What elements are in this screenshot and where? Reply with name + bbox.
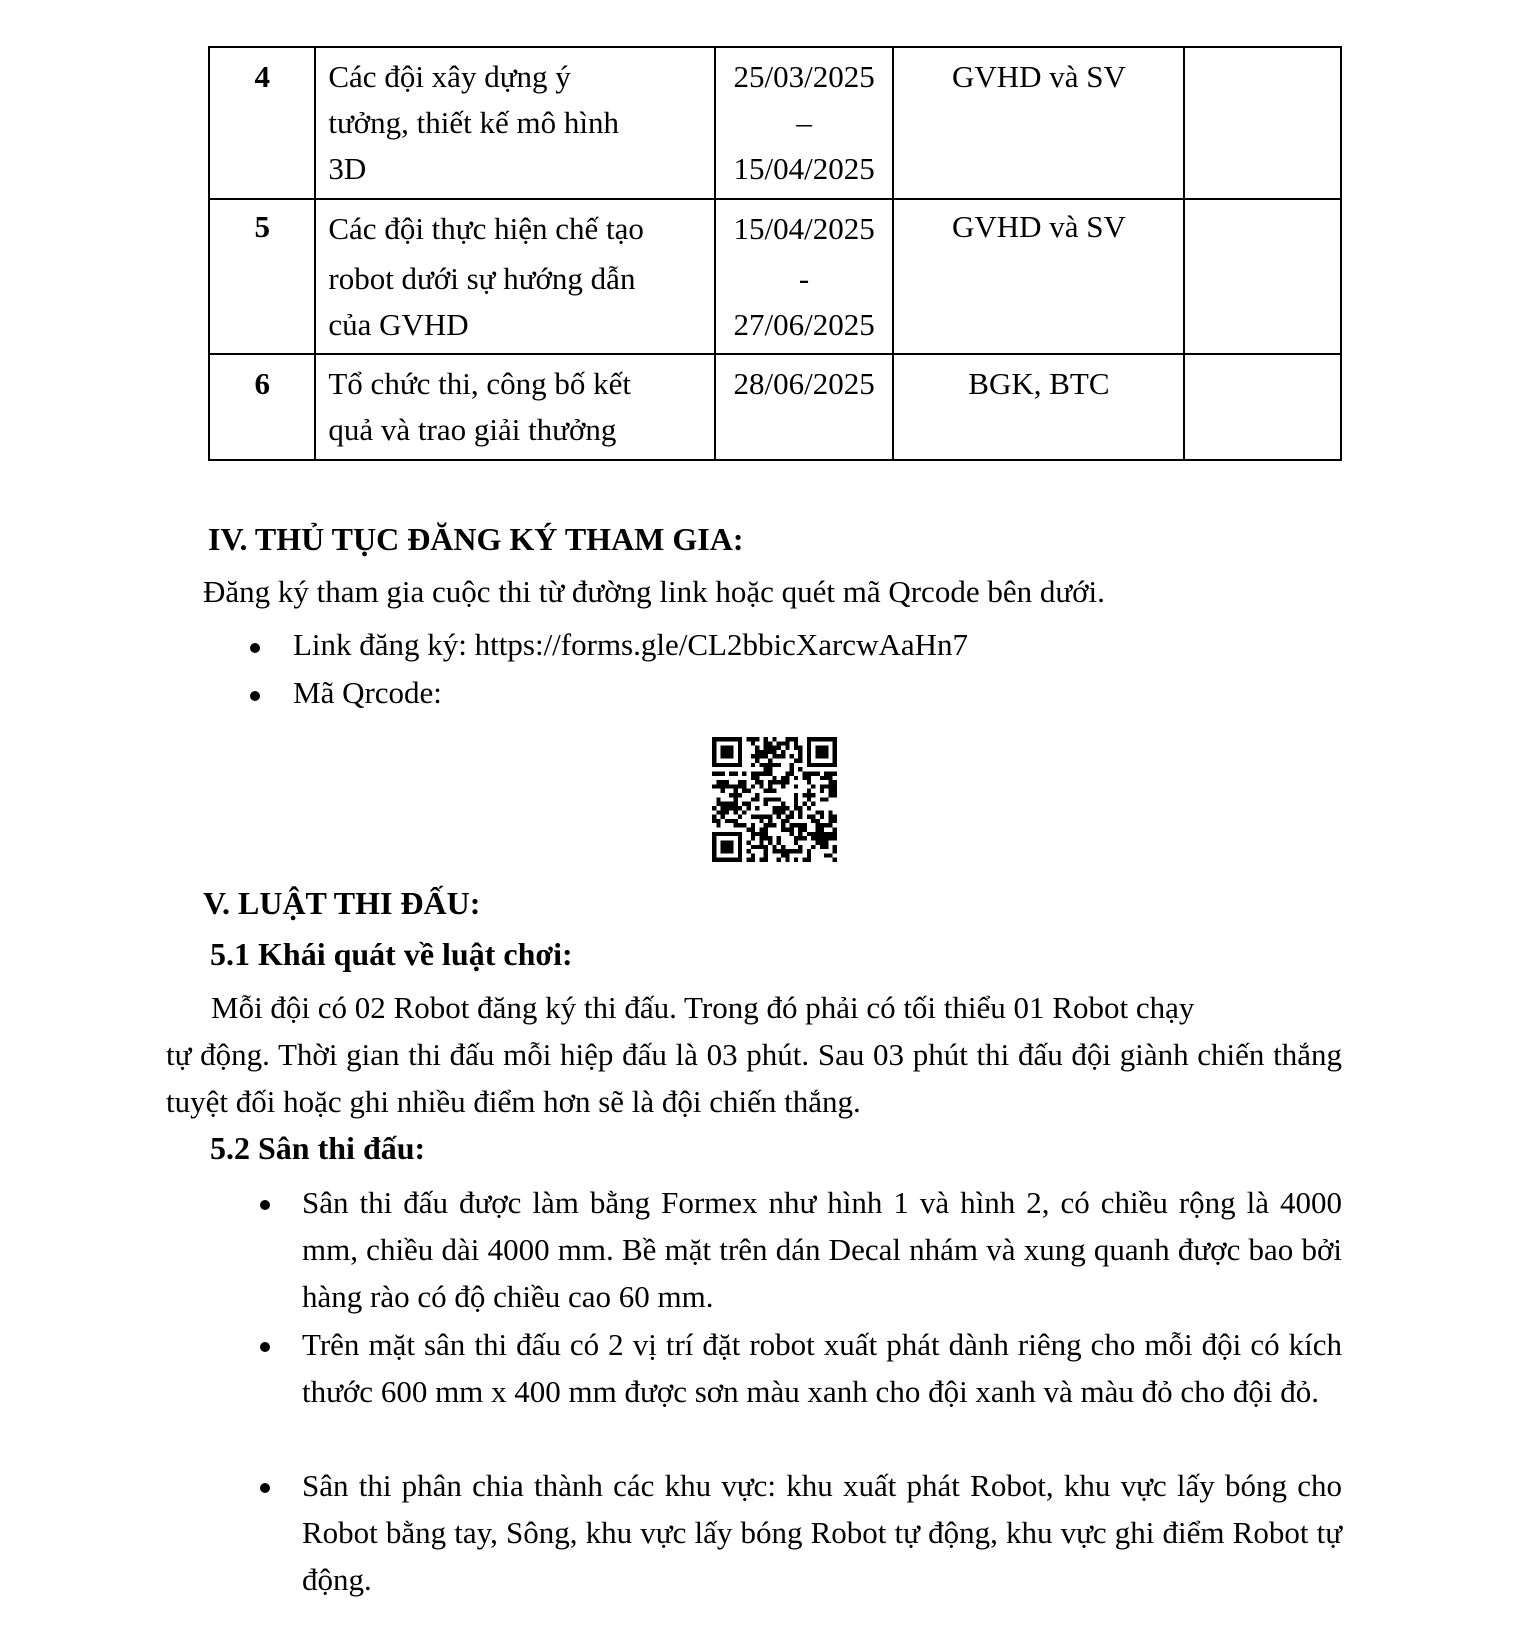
row-note [1184,47,1341,199]
row-responsible: BGK, BTC [893,354,1184,460]
qrcode-label: Mã Qrcode: [293,675,442,710]
time-line: 15/04/2025 [733,151,875,186]
section-4-intro: Đăng ký tham gia cuộc thi từ đường link hoặc quét mã Qrcode bên dưới. [203,574,1105,609]
row-responsible: GVHD và SV [893,47,1184,199]
task-line: 3D [328,151,367,186]
section-5-2-bullet: Sân thi phân chia thành các khu vực: khu xuất phát Robot, khu vực lấy bóng cho Robot bằng tay, Sông, khu vực lấy bóng Robot tự động, khu vực ghi điểm Robot tự động. [302,1468,1342,1597]
row-task [315,354,714,460]
task-line: Các đội thực hiện chế tạo [328,211,644,246]
row-number: 4 [209,47,315,199]
row-number: 6 [209,354,315,460]
qr-code-image[interactable] [712,737,837,862]
row-task [315,199,714,354]
bullet-icon [250,643,260,653]
registration-link[interactable]: Link đăng ký: https://forms.gle/CL2bbicXarcwAaHn7 [293,627,968,662]
time-line: 25/03/2025 [733,59,875,94]
row-note [1184,199,1341,354]
section-5-1-heading: 5.1 Khái quát về luật chơi: [210,936,573,972]
bullet-icon [260,1342,270,1352]
table-row [209,47,1341,199]
row-time [715,199,894,354]
task-line: robot dưới sự hướng dẫn [328,261,636,296]
row-time [715,354,894,460]
row-note [1184,354,1341,460]
row-time [715,47,894,199]
task-line: Các đội xây dựng ý [328,59,571,94]
bullet-icon [250,691,260,701]
schedule-table [208,46,1342,461]
section-5-2-bullet: Trên mặt sân thi đấu có 2 vị trí đặt robot xuất phát dành riêng cho mỗi đội có kích thước 600 mm x 400 mm được sơn màu xanh cho đội xanh và màu đỏ cho đội đỏ. [302,1327,1342,1409]
task-line: Tổ chức thi, công bố kết [328,366,631,401]
section-5-2-bullet: Sân thi đấu được làm bằng Formex như hình 1 và hình 2, có chiều rộng là 4000 mm, chiều dài 4000 mm. Bề mặt trên dán Decal nhám và xung quanh được bao bởi hàng rào có độ chiều cao 60 mm. [302,1185,1342,1314]
section-5-heading: V. LUẬT THI ĐẤU: [203,885,481,921]
task-line: tưởng, thiết kế mô hình [328,105,620,140]
section-5-1-paragraph [166,984,1342,1125]
time-line: 15/04/2025 [733,211,875,246]
row-number: 5 [209,199,315,354]
time-line: – [796,105,812,140]
row-responsible: GVHD và SV [893,199,1184,354]
table-row [209,354,1341,460]
paragraph-first-line: Mỗi đội có 02 Robot đăng ký thi đấu. Trong đó phải có tối thiểu 01 Robot chạy [211,990,1195,1025]
section-5-2-heading: 5.2 Sân thi đấu: [210,1130,426,1166]
task-line: quả và trao giải thưởng [328,412,617,447]
table-row [209,199,1341,354]
bullet-icon [260,1200,270,1210]
task-line: của GVHD [328,307,469,342]
time-line: 28/06/2025 [733,366,875,401]
time-line: - [798,261,810,296]
time-line: 27/06/2025 [733,307,875,342]
section-4-heading: IV. THỦ TỤC ĐĂNG KÝ THAM GIA: [208,521,744,557]
paragraph-rest: tự động. Thời gian thi đấu mỗi hiệp đấu là 03 phút. Sau 03 phút thi đấu đội giành chiến thắng tuyệt đối hoặc ghi nhiều điểm hơn sẽ là đội chiến thắng. [166,1037,1342,1119]
bullet-icon [260,1483,270,1493]
row-task [315,47,714,199]
